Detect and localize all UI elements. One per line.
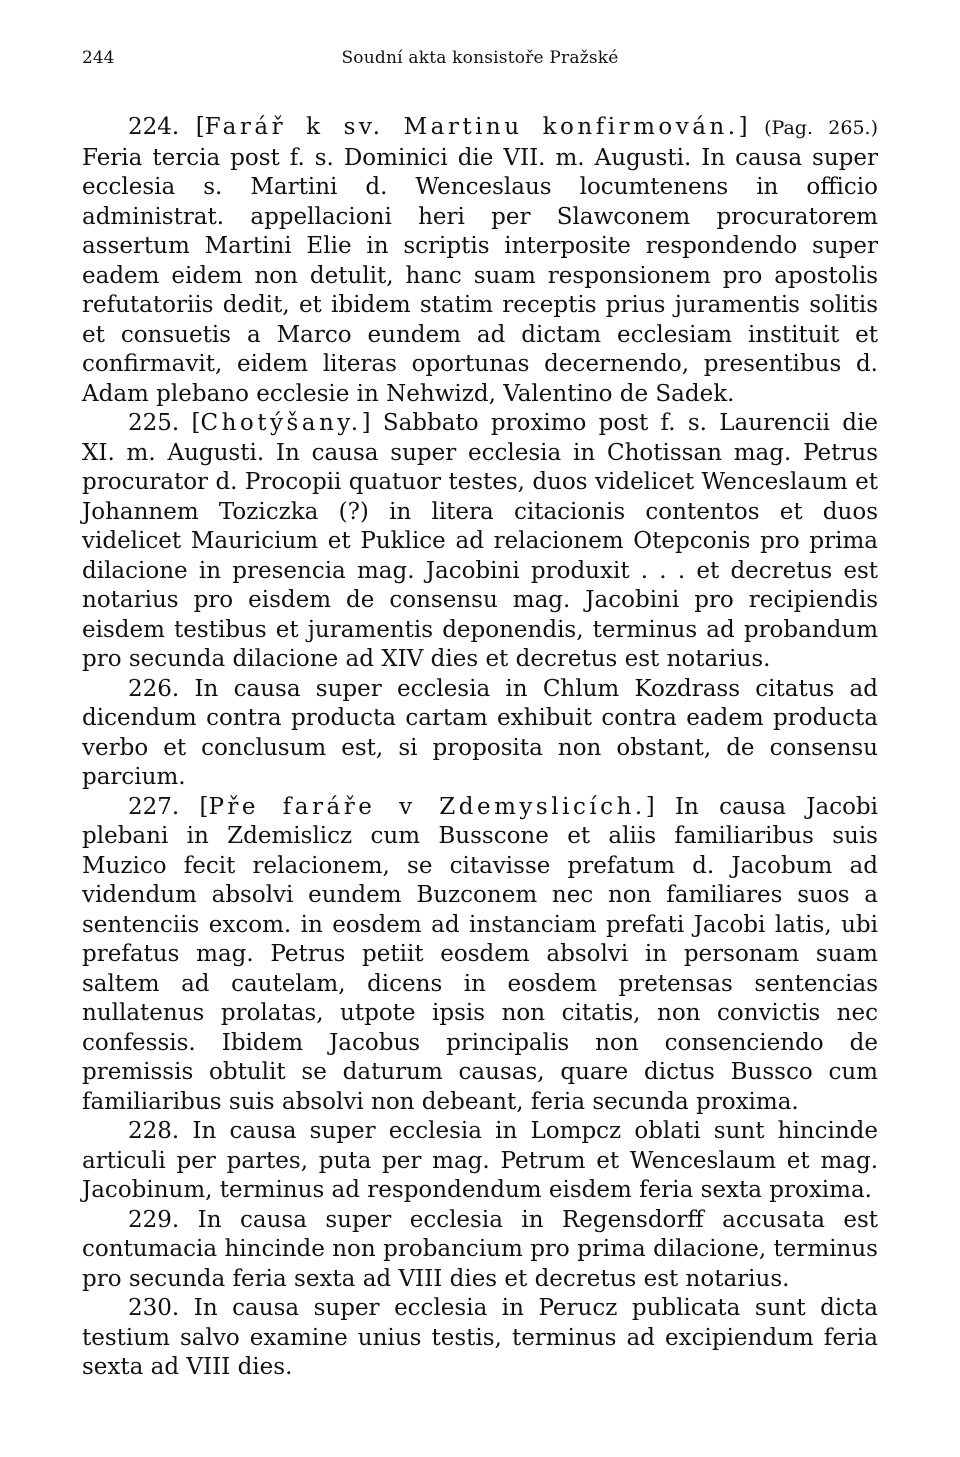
entry-229 <box>82 1206 878 1295</box>
entry-224 <box>82 113 878 409</box>
page-reference: (Pag. 265.) <box>764 117 878 139</box>
entry-heading: Pře faráře v Zdemyslicích. <box>208 793 646 820</box>
page-body <box>82 113 878 1383</box>
bracket-close: ] <box>738 114 748 140</box>
entry-number: 228. <box>128 1118 180 1144</box>
bracket-close: ] <box>645 793 655 820</box>
entry-number: 225. <box>128 410 180 436</box>
entry-226 <box>82 675 878 793</box>
page-number: 244 <box>82 48 115 68</box>
entry-text: In causa super ecclesia in Perucz publicata sunt dicta testium salvo examine unius testis, terminus ad excipiendum feria sexta ad VIII dies. <box>82 1295 879 1380</box>
entry-number: 230. <box>128 1295 180 1321</box>
entry-text: In causa super ecclesia in Regensdorff accusata est contumacia hincinde non probancium pro prima dilacione, terminus pro secunda feria sexta ad VIII dies et decretus est notarius. <box>82 1206 879 1292</box>
entry-number: 227. <box>128 793 180 820</box>
bracket-open: [ <box>191 410 201 436</box>
entry-number: 224. <box>128 114 180 140</box>
entry-text: In causa super ecclesia in Chlum Kozdrass citatus ad dicendum contra producta cartam exhibuit contra eadem producta verbo et conclusum est, si proposita non obstant, de consensu parcium. <box>82 675 878 790</box>
entry-heading: Farář k sv. Martinu konfirmován. <box>204 114 739 140</box>
entry-228 <box>82 1117 878 1206</box>
running-title: Soudní akta konsistoře Pražské <box>341 48 619 68</box>
bracket-close: ] <box>361 410 371 436</box>
entry-text: Feria tercia post f. s. Dominici die VII. m. Augusti. In causa super ecclesia s. Martini d. Wenceslaus locumtenens in officio administrat. appellacioni heri per Slawconem procuratorem assertum Martini Elie in scriptis interposite respondendo super eadem eidem non detulit, hanc suam responsionem pro apostolis refutatoriis dedit, et ibidem statim receptis prius juramentis solitis et consuetis a Marco eundem ad dictam ecclesiam instituit et confirmavit, eidem literas oportunas decernendo, presentibus d. Adam plebano ecclesie in Nehwizd, Valentino de Sadek. <box>82 144 878 407</box>
bracket-open: [ <box>195 114 205 140</box>
entry-number: 229. <box>128 1206 180 1233</box>
entry-227 <box>82 793 878 1118</box>
entry-text: In causa Jacobi plebani in Zdemislicz cum Busscone et aliis familiaribus suis Muzico fecit relacionem, se citavisse prefatum d. Jacobum ad videndum absolvi eundem Buzconem nec non familiares suos a sentenciis excom. in eosdem ad instanciam prefati Jacobi latis, ubi prefatus mag. Petrus petiit eosdem absolvi in personam suam saltem ad cautelam, dicens in eosdem pretensas sentencias nullatenus prolatas, utpote ipsis non citatis, non convictis nec confessis. Ibidem Jacobus principalis non consenciendo de premissis obtulit se daturum causas, quare dictus Bussco cum familiaribus suis absolvi non debeant, feria secunda proxima. <box>82 793 878 1115</box>
entry-225 <box>82 409 878 675</box>
entry-230 <box>82 1294 878 1383</box>
entry-number: 226. <box>128 675 180 702</box>
entry-text: Sabbato proximo post f. s. Laurencii die XI. m. Augusti. In causa super ecclesia in Chotissan mag. Petrus procurator d. Procopii quatuor testes, duos videlicet Wenceslaum et Johannem Toziczka (?) in litera citacionis contentos et duos videlicet Mauricium et Puklice ad relacionem Otepconis pro prima dilacione in presencia mag. Jacobini produxit . . . et decretus est notarius pro eisdem de consensu mag. Jacobini pro recipiendis eisdem testibus et juramentis deponendis, terminus ad probandum pro secunda dilacione ad XIV dies et decretus est notarius. <box>82 410 878 672</box>
bracket-open: [ <box>199 793 209 820</box>
entry-heading: Chotýšany. <box>200 410 362 436</box>
entry-text: In causa super ecclesia in Lompcz oblati sunt hincinde articuli per partes, puta per mag. Petrum et Wenceslaum et mag. Jacobinum, terminus ad respondendum eisdem feria sexta proxima. <box>82 1118 879 1203</box>
page-header <box>82 48 878 74</box>
